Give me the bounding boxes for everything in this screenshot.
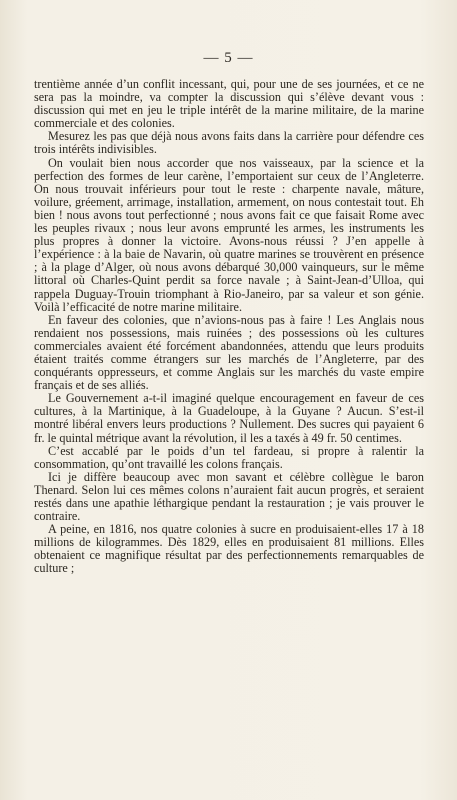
text-body — [34, 78, 424, 576]
paragraph-7: Ici je diffère beaucoup avec mon savant et célèbre collègue le baron Thenard. Selon lui ces mêmes colons n’auraient fait aucun progrès, et seraient restés dans une apathie léthargique pendant la restauration ; je vais prouver le contraire. — [34, 469, 424, 524]
paragraph-8: A peine, en 1816, nos quatre colonies à sucre en produisaient-elles 17 à 18 millions de kilogrammes. Dès 1829, elles en produisaient 81 millions. Elles obtenaient ce magnifique résultat par des perfectionnements remarquables de culture ; — [34, 522, 424, 576]
paragraph-3: On voulait bien nous accorder que nos vaisseaux, par la science et la perfection des formes de leur carène, l’emportaient sur ceux de l’Angleterre. On nous trouvait inférieurs pour tout le reste : charpente navale, mâture, voilure, gréement, arrimage, installation, armement, on nous contestait tout. Eh bien ! nous avons tout perfectionné ; nous avons fait ce que faisait Rome avec les peuples rivaux ; nous leur avons emprunté les armes, les instruments les plus propres à donner la victoire. Avons-nous réussi ? J’en appelle à l’expérience : à la baie de Navarin, où quatre marines se trouvèrent en présence ; à la plage d’Alger, où nous avons débarqué 30,000 vainqueurs, sur le même littoral où Charles-Quint perdit sa force navale ; à Saint-Jean-d’Ulloa, qui rappela Duguay-Trouin triomphant à Rio-Janeiro, par sa valeur et son génie. Voilà l’efficacité de notre marine militaire. — [34, 155, 424, 314]
paragraph-5: Le Gouvernement a-t-il imaginé quelque encouragement en faveur de ces cultures, à la Martinique, à la Guadeloupe, à la Guyane ? Aucun. S’est-il montré libéral envers leurs productions ? Nullement. Des sucres qui payaient 6 fr. le quintal métrique avant la révolution, il les a taxés à 49 fr. 50 centimes. — [34, 391, 424, 445]
paragraph-4: En faveur des colonies, que n’avions-nous pas à faire ! Les Anglais nous rendaient nos possessions, mais ruinées ; des possessions où les cultures commerciales avaient été forcément abandonnées, attendu que leurs produits étaient traités comme étrangers sur les marchés de l’Angleterre, par des conquérants oppresseurs, et comme Anglais sur les marchés du vaste empire français et de ses alliés. — [34, 312, 424, 393]
paragraph-2: Mesurez les pas que déjà nous avons faits dans la carrière pour défendre ces trois intérêts indivisibles. — [34, 129, 424, 157]
paragraph-1: trentième année d’un conflit incessant, qui, pour une de ses journées, et ce ne sera pas la moindre, va compter la discussion qui s’élève devant vous : discussion qui met en jeu le triple intérêt de la marine militaire, de la marine commerciale et des colonies. — [34, 77, 424, 131]
paragraph-6: C’est accablé par le poids d’un tel fardeau, si propre à ralentir la consommation, qu’ont travaillé les colons français. — [34, 443, 424, 471]
page-number: — 5 — — [203, 50, 254, 66]
